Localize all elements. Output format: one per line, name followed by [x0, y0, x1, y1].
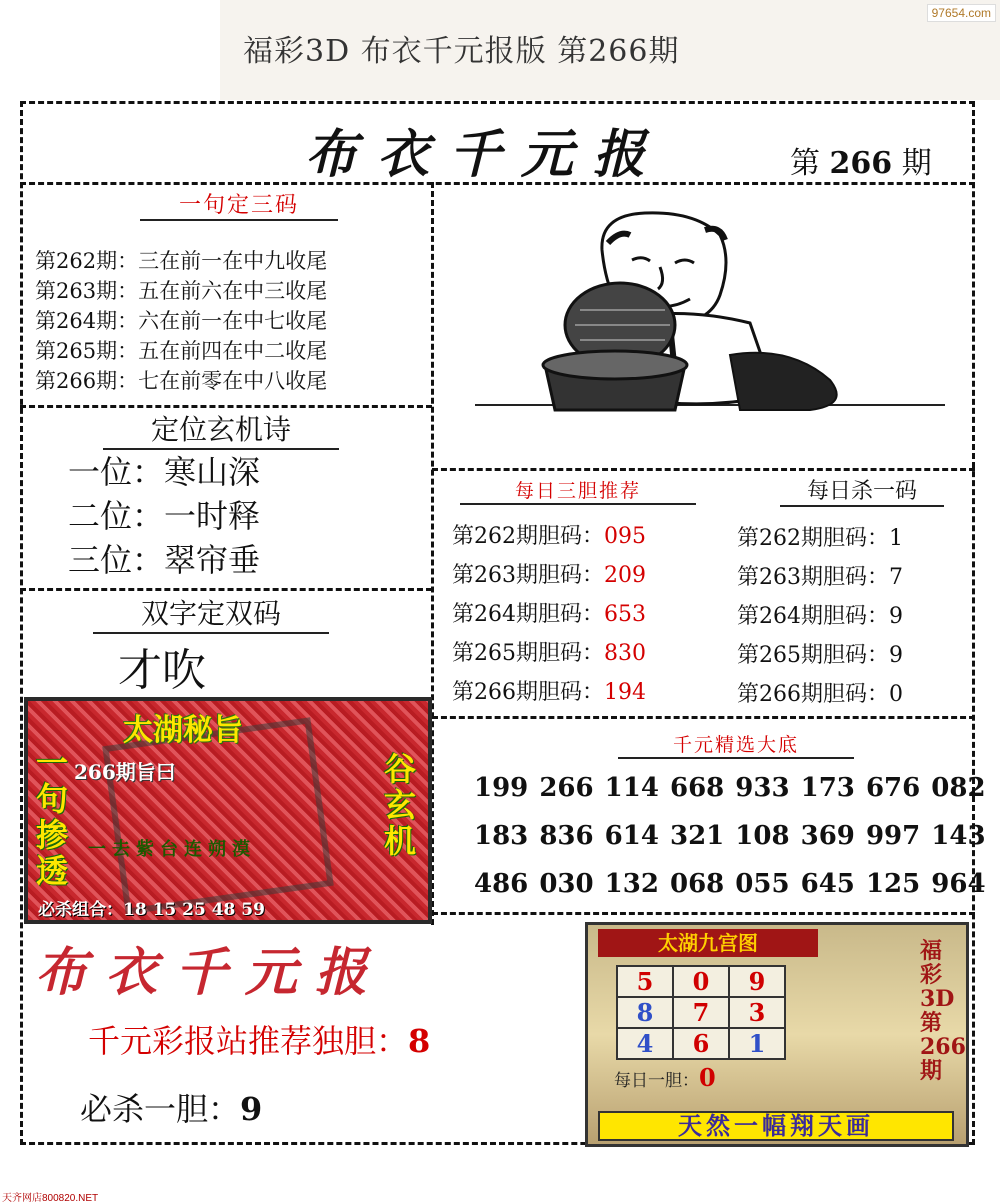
one-sentence-title: 一句定三码	[140, 188, 338, 221]
poster-daily-label: 每日一胆：	[614, 1071, 699, 1091]
poem-line: 一位：寒山深	[68, 453, 261, 491]
divider	[20, 588, 432, 591]
one-sentence-list	[35, 246, 327, 396]
poster-vertical-text: 福彩3D第266期	[920, 938, 966, 1084]
recommend-line	[88, 1016, 430, 1062]
row-value: 194	[604, 680, 646, 705]
nine-palace-poster	[585, 922, 969, 1147]
recommend-label: 千元彩报站推荐独胆：	[88, 1022, 409, 1060]
list-item: 486 030 132 068 055 645 125 964	[474, 869, 986, 899]
list-item: 第266期胆码：0	[737, 682, 903, 707]
row-value: 653	[604, 602, 646, 627]
grid-cell: 4	[617, 1028, 673, 1059]
list-item: 第264期：六在前一在中七收尾	[35, 309, 328, 333]
issue-number	[790, 138, 932, 182]
list-item	[452, 634, 646, 673]
taihu-title: 太湖秘旨	[123, 713, 243, 748]
big-base-list	[474, 764, 986, 908]
taihu-left-text: 一句掺透	[36, 744, 69, 890]
list-item: 第265期胆码：9	[737, 643, 903, 668]
poster-daily-value: 0	[699, 1063, 716, 1092]
taihu-riddle: 一去紫台连朔漠	[88, 839, 256, 860]
list-item: 第263期胆码：7	[737, 565, 903, 590]
list-item: 183 836 614 321 108 369 997 143	[474, 821, 986, 851]
daily-three-title: 每日三胆推荐	[460, 476, 696, 505]
kill-one-line	[80, 1084, 262, 1130]
grid-cell: 6	[673, 1028, 729, 1059]
divider	[432, 468, 975, 471]
grid-cell: 3	[729, 997, 785, 1028]
list-item: 第262期胆码：1	[737, 526, 903, 551]
divider	[432, 912, 975, 915]
kill-one-value: 9	[240, 1090, 263, 1128]
list-item: 第264期胆码：9	[737, 604, 903, 629]
row-value: 830	[604, 641, 646, 666]
list-item: 第266期：七在前零在中八收尾	[35, 369, 328, 393]
daily-kill-title: 每日杀一码	[780, 474, 944, 507]
list-item	[452, 595, 646, 634]
row-label: 第266期胆码：	[452, 680, 604, 705]
poem-title: 定位玄机诗	[103, 408, 339, 450]
taihu-secret-panel	[24, 697, 432, 924]
row-label: 第263期胆码：	[452, 563, 604, 588]
kill-one-label: 必杀一胆：	[80, 1090, 241, 1128]
poster-bottom-banner: 天然一幅翔天画	[598, 1111, 954, 1141]
recommend-value: 8	[408, 1022, 431, 1060]
grid-cell: 1	[729, 1028, 785, 1059]
row-label: 第264期胆码：	[452, 602, 604, 627]
grid-cell: 5	[617, 966, 673, 997]
list-item	[452, 517, 646, 556]
watermark: 97654.com	[927, 4, 996, 22]
grid-cell: 9	[729, 966, 785, 997]
poem-lines	[68, 450, 260, 582]
issue-suffix: 期	[901, 146, 932, 181]
masthead-title: 布衣千元报	[305, 124, 666, 185]
poem-line: 三位：翠帘垂	[68, 541, 261, 579]
list-item: 第263期：五在前六在中三收尾	[35, 279, 328, 303]
brush-calligraphy	[35, 930, 575, 1003]
list-item: 第265期：五在前四在中二收尾	[35, 339, 328, 363]
poem-line: 二位：一时释	[68, 497, 261, 535]
grid-cell: 8	[617, 997, 673, 1028]
list-item: 199 266 114 668 933 173 676 082	[474, 773, 986, 803]
list-item	[452, 673, 646, 712]
nine-palace-grid	[616, 965, 786, 1060]
grid-cell: 0	[673, 966, 729, 997]
poster-title: 太湖九宫图	[598, 929, 818, 957]
issue-value: 266	[829, 146, 893, 181]
grid-cell: 7	[673, 997, 729, 1028]
list-item	[452, 556, 646, 595]
big-base-title: 千元精选大底	[618, 730, 854, 759]
taihu-issue-line: 266期旨曰	[74, 760, 176, 784]
taihu-right-text: 谷玄机	[384, 750, 417, 860]
man-with-hat-illustration	[470, 205, 950, 455]
divider	[432, 716, 975, 719]
double-char-title: 双字定双码	[93, 592, 329, 634]
row-label: 第262期胆码：	[452, 524, 604, 549]
daily-kill-list	[737, 519, 903, 714]
issue-prefix: 第	[790, 146, 820, 181]
list-item: 第262期：三在前一在中九收尾	[35, 249, 328, 273]
taihu-kill-combo: 必杀组合：18 15 25 48 59	[38, 900, 265, 920]
double-char-text: 才吹	[118, 645, 206, 696]
daily-three-list	[452, 517, 646, 712]
poster-daily	[614, 1063, 716, 1092]
row-value: 209	[604, 563, 646, 588]
footer-credit: 天齐网店800820.NET	[2, 1193, 99, 1204]
brush-text: 布衣千元报	[35, 942, 386, 1003]
row-value: 095	[604, 524, 646, 549]
page-title: 福彩3D 布衣千元报版 第266期	[243, 34, 680, 69]
row-label: 第265期胆码：	[452, 641, 604, 666]
